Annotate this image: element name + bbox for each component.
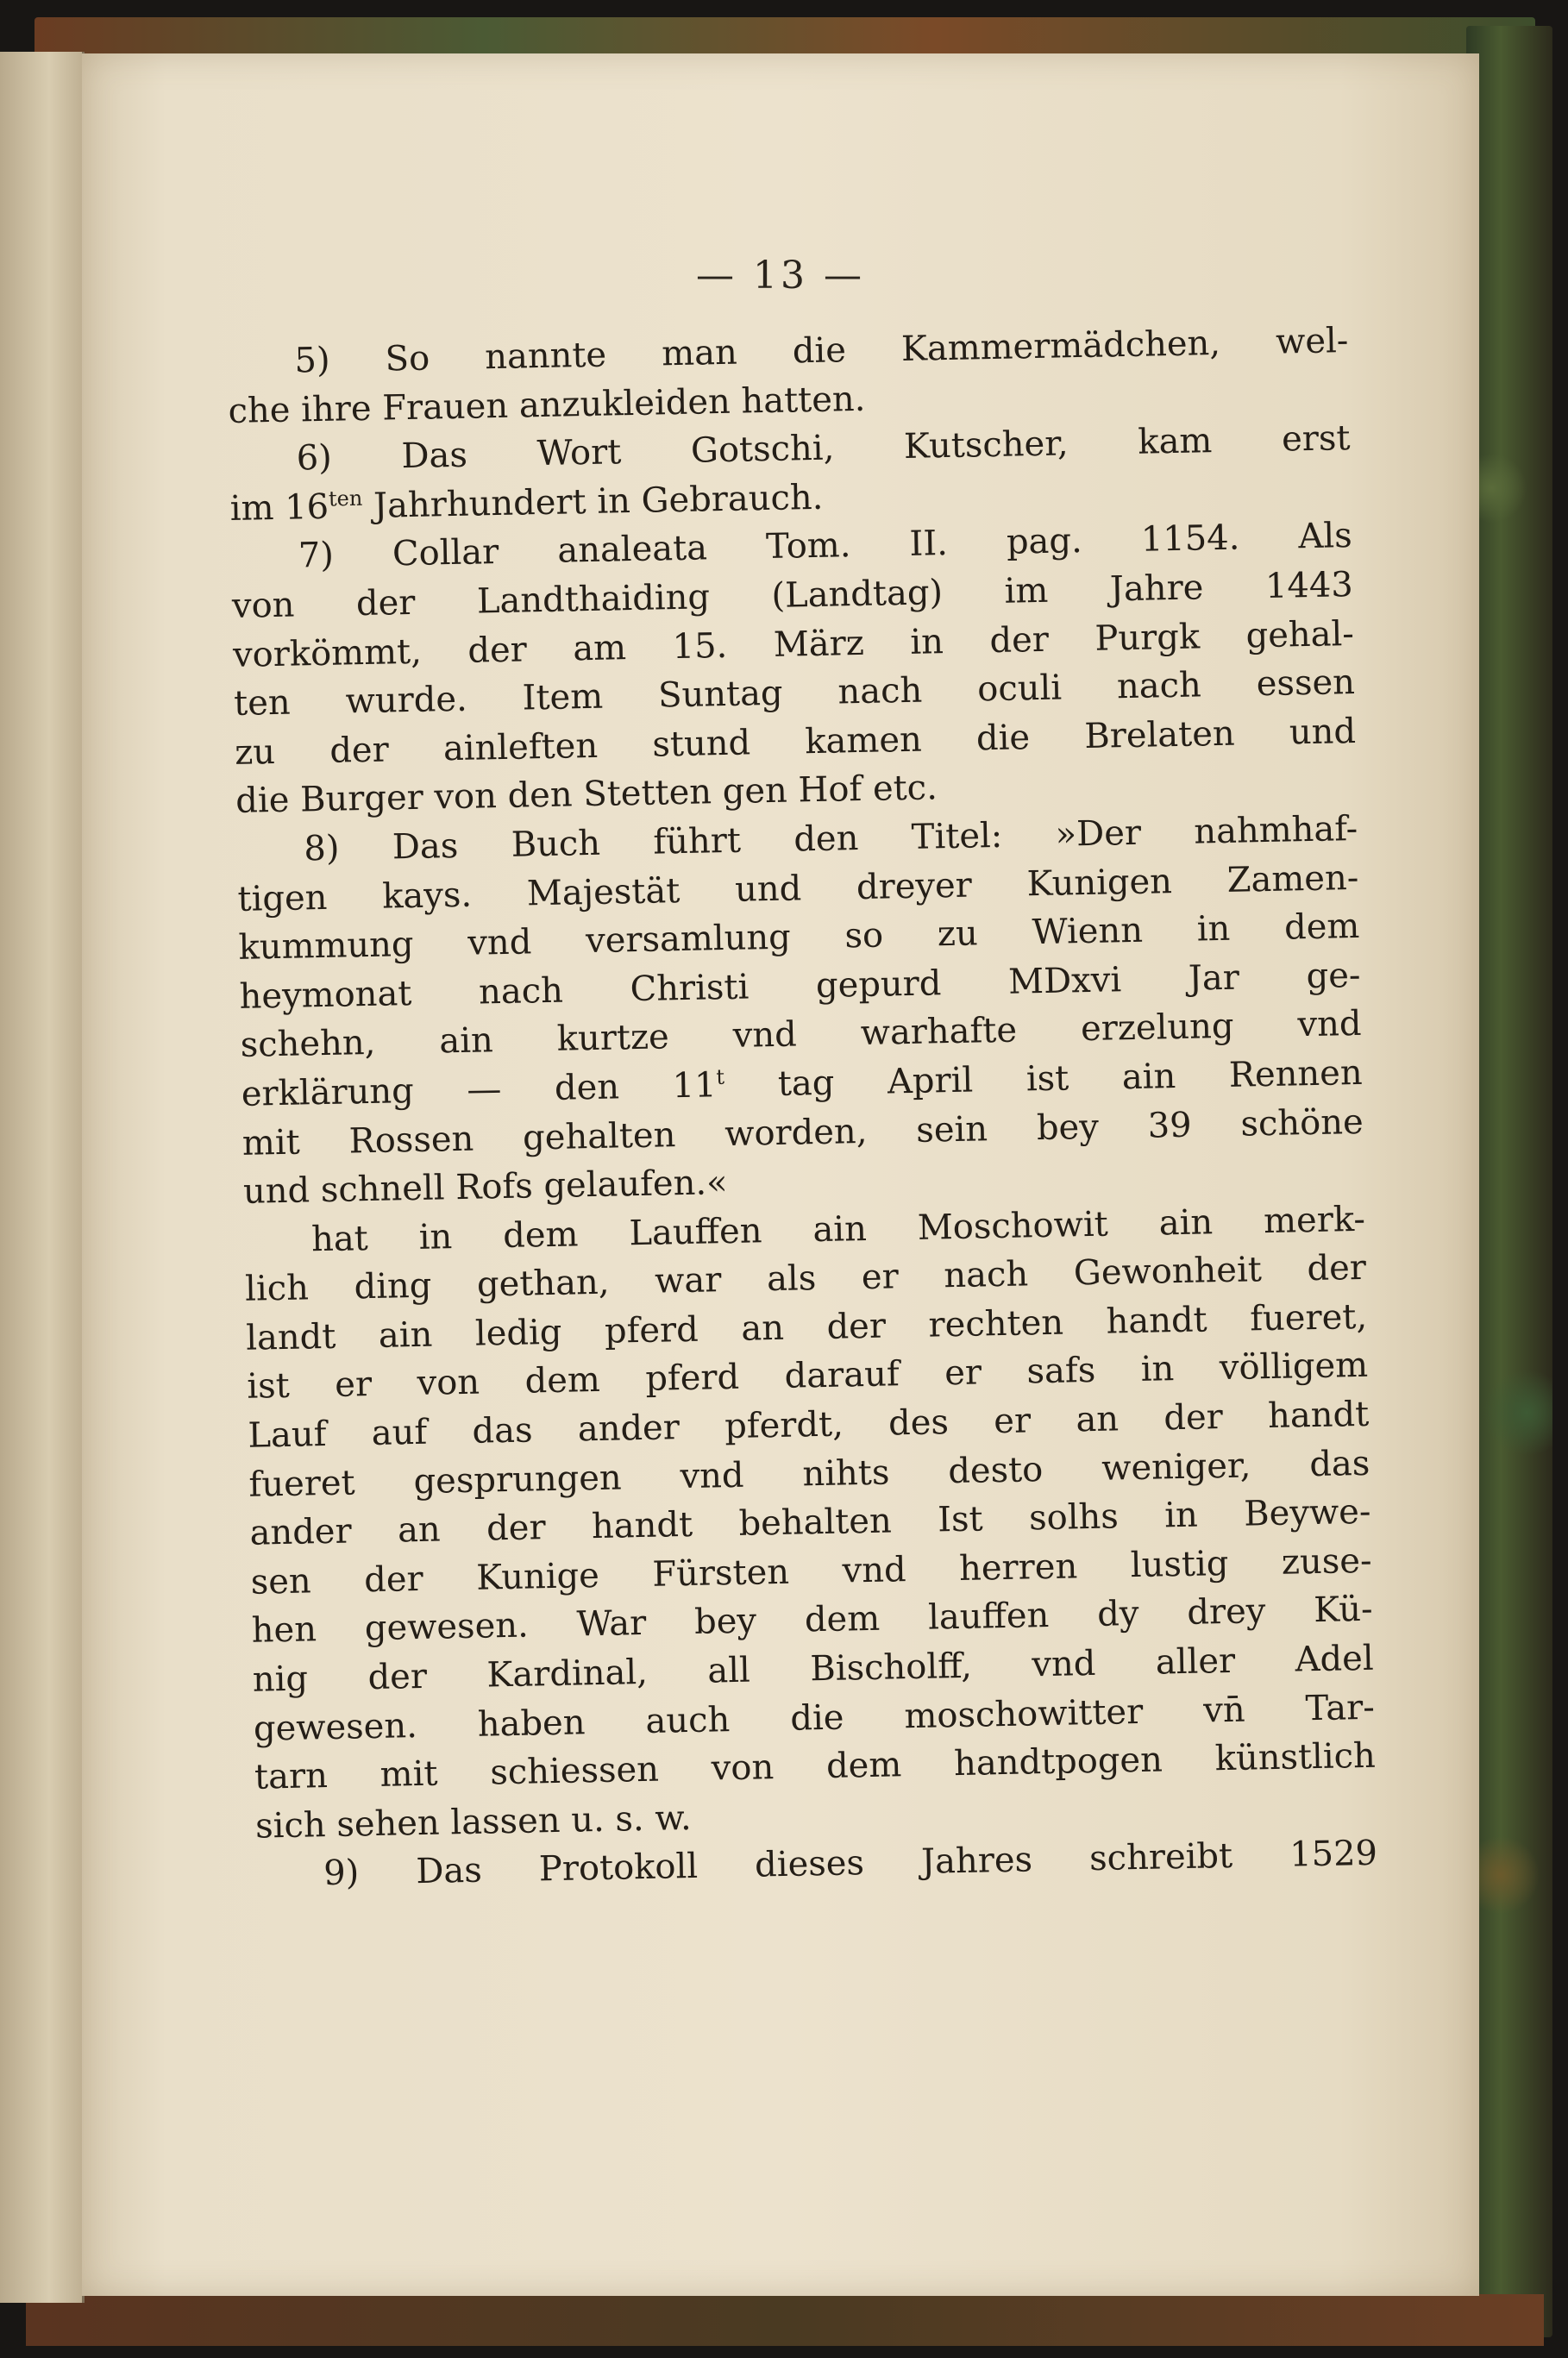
text-line-rest: zu der ainleften stund kamen die Brelaten und	[234, 711, 1357, 773]
text-line-rest: 6) Das Wort Gotschi, Kutscher, kam erst	[296, 418, 1351, 479]
text-line-rest: die Burger von den Stetten gen Hof etc.	[235, 768, 938, 822]
superscript: ten	[328, 486, 363, 511]
text-line-rest: 8) Das Buch führt den Titel: »Der nahmhaf-	[303, 808, 1358, 869]
superscript: t	[716, 1064, 725, 1089]
text-line-start: im 16	[229, 486, 329, 529]
text-line-rest: ist er von dem pferd darauf er safs in völligem	[246, 1345, 1369, 1408]
page-number: — 13 —	[696, 254, 865, 298]
facing-page-edge	[0, 52, 85, 2303]
text-line-start: erklärung — den 11	[241, 1065, 717, 1114]
text-line-rest: kummung vnd versamlung so zu Wienn in dem	[238, 906, 1360, 968]
text-line-rest: ander an der handt behalten Ist solhs in Beywe-	[249, 1492, 1371, 1553]
book-page	[82, 53, 1479, 2296]
text-line-rest: schehn, ain kurtze vnd warhafte erzelung vnd	[240, 1004, 1362, 1066]
text-line-rest: che ihre Frauen anzukleiden hatten.	[228, 379, 866, 431]
text-line-rest: von der Landthaiding (Landtag) im Jahre 1443	[231, 564, 1354, 626]
footnotes-text	[227, 317, 1378, 1900]
text-line-rest: vorkömmt, der am 15. März in der Purgk gehal-	[232, 613, 1355, 675]
text-line-rest: sen der Kunige Fürsten vnd herren lustig zuse-	[250, 1540, 1372, 1602]
text-line-rest: Jahrhundert in Gebrauch.	[361, 477, 824, 526]
text-line-rest: 7) Collar analeata Tom. II. pag. 1154. Als	[298, 516, 1353, 576]
text-line-rest: mit Rossen gehalten worden, sein bey 39 schöne	[241, 1101, 1364, 1163]
text-line-rest: nig der Kardinal, all Bischolff, vnd aller Adel	[252, 1638, 1375, 1700]
text-line-rest: sich sehen lassen u. s. w.	[254, 1797, 692, 1847]
text-line-rest: hat in dem Lauffen ain Moschowit ain merk-	[310, 1199, 1366, 1259]
text-line-rest: hen gewesen. War bey dem lauffen dy drey Kü-	[251, 1590, 1373, 1652]
text-line-rest: ten wurde. Item Suntag nach oculi nach essen	[233, 662, 1356, 724]
text-line-rest: tarn mit schiessen von dem handtpogen künstlich	[254, 1735, 1377, 1797]
book-cover-bottom-edge	[26, 2294, 1544, 2346]
text-line-rest: 5) So nannte man die Kammermädchen, wel-	[294, 321, 1349, 381]
text-line-rest: lich ding gethan, war als er nach Gewonheit der	[244, 1248, 1367, 1310]
text-line-rest: landt ain ledig pferd an der rechten handt fueret,	[245, 1296, 1368, 1358]
book-cover-right-edge	[1466, 26, 1552, 2337]
text-line-rest: heymonat nach Christi gepurd MDxvi Jar ge-	[239, 955, 1361, 1017]
text-line-rest: und schnell Rofs gelaufen.«	[242, 1163, 728, 1212]
text-line-rest: Lauf auf das ander pferdt, des er an der handt	[247, 1394, 1370, 1456]
text-line-rest: 9) Das Protokoll dieses Jahres schreibt 1529	[323, 1834, 1378, 1894]
text-line-rest: tag April ist ain Rennen	[724, 1052, 1364, 1105]
text-line-rest: gewesen. haben auch die moschowitter vn̄ Tar-	[253, 1687, 1376, 1749]
text-line-rest: tigen kays. Majestät und dreyer Kunigen Zamen-	[237, 857, 1359, 919]
text-line-rest: fueret gesprungen vnd nihts desto weniger, das	[248, 1443, 1370, 1505]
